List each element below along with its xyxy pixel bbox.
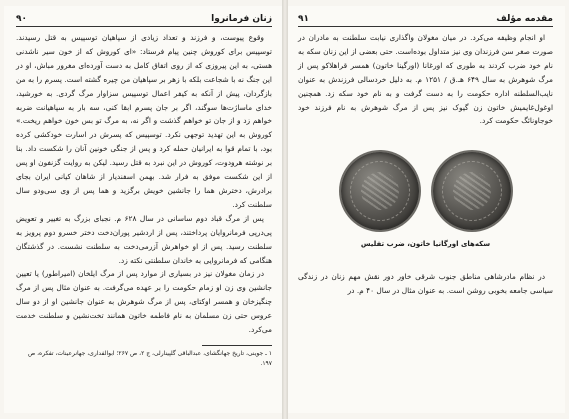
footnote-divider	[202, 345, 272, 346]
page-number: ۹۰	[16, 14, 27, 24]
page-number: ۹۱	[298, 14, 309, 24]
left-page-header	[16, 10, 272, 27]
paragraph: او انجام وظیفه می‌کرد. در میان مغولان واگذاری نیابت سلطنت به مادران در صورت صغر سن فرزندان وی نیز متداول بوده‌است. حتی بعضی از این زنان سکه به نام خود ضرب کردند به طوری که اورغانا (اورگینا خاتون) همسر قراهلاکو پس از مرگ شوهرش به سال ۶۴۹ هـ.ق / ۱۲۵۱ م. به دلیل خردسالی فرزندش به عنوان نایب‌السلطنه اداره حکومت را به دست گرفت و به نام خود سکه زد. همچنین اوغول‌غایمیش خاتون زن گیوک نیز پس از مرگ شوهرش به نام فرزند خود خوجاونائگ حکومت کرد.	[298, 33, 554, 126]
page-title: مقدمه مؤلف	[496, 14, 553, 24]
left-body	[16, 31, 272, 337]
right-body	[298, 31, 553, 128]
right-page-header	[298, 10, 553, 27]
paragraph: پس از مرگ قباد دوم ساسانی در سال ۶۲۸ م. نجبای بزرگ به تغییر و تعویض پی‌درپی فرمانروایان پرداختند، پس از اردشیر پوران‌دخت دختر خسرو دوم پرویز به سلطنت رسید. پس از او خواهرش آزرمی‌دخت به سلطنت نشست. در گذشتگان هنگامی که فرمانروایی به خاندان سلطنتی نکته زد.	[16, 213, 272, 265]
coin-figure	[298, 152, 553, 230]
coin-image	[341, 152, 419, 230]
coin-image	[433, 152, 511, 230]
footnote: ۱ ـ جوینی، تاریخ جهانگشای، عبدالباقی گلپینارلی، ج ۲، ص ۲۶۷؛ ابوالفداری، جهانرعینات، تفکره، ص ۱۹۷.	[27, 349, 272, 367]
paragraph: در نظام مادرشاهی مناطق جنوب شرقی خاور دور نقش مهم زنان در زندگی سیاسی جامعه بخوبی روشن است. به عنوان مثال در سال ۴۰ م. در	[298, 272, 553, 296]
right-page	[288, 6, 565, 413]
right-body-bottom	[298, 270, 553, 298]
figure-caption: سکه‌های اورگانیا خاتون، ضرب تفلیس	[360, 240, 491, 249]
paragraph: وقوع پیوست، و فرزند و تعداد زیادی از سپاهیان توسپیس به قتل رسیدند. توسپیس برای کوروش چنین پیام فرستاد: «ای کوروش که از خون سیر ناشدنی هستی، به این پیروزی که از روی اتفاق کامل به دست آورده‌ای مغرور مباش، او در این جنگ نه با شجاعت بلکه با زهر بر سپاهیان من چیره گشته است. پسرم را به من بازگردان، پیش از آنکه به کیفر اعمال توسپیس سزاوار مرگ گردی. به خورشید، خدای ماساژت‌ها سوگند، اگر بر جان پسرم ابقا کنی، سه بار به سپاهیانت ضربه خواهم زد و از جان تو خواهم گذشت و اگر نه، به مرگ تو بس خون خواهم ریخت.» کوروش به این تهدید توجهی نکرد. توسپیس که پسرش در اسارت خودکشی کرده بود، با تمام قوا به ایرانیان حمله کرد و پس از جنگی خونین آنان را شکست داد. بنا بر نوشته هرودوت، کوروش در این نبرد به قتل رسید. لیکن به روایت گزنفون او پس از این شکست موفق به فرار شد. بهمن اسفندیار از شاهان کیانی ایران بجای برادرش، دخترش هما را جانشین خویش برگزید و هما پس از وی سی‌ودو سال سلطنت کرد.	[16, 33, 272, 209]
paragraph: در زمان مغولان نیز در بسیاری از موارد پس از مرگ ایلخان (امیراطور) یا تعیین جانشین وی زن او زمام حکومت را بر عهده می‌گرفت. به عنوان مثال پس از مرگ چنگیزخان و همسر اوکتای، پس از مرگ شوهرش به عنوان جانشین او از دو سال عروس حتی زن مسلمان به نام فاطمه خاتون همانند تخت‌نشین و سلطنت خدمت می‌کرد.	[16, 269, 272, 335]
page-title: زنان فرمانروا	[211, 14, 272, 24]
left-page	[4, 6, 282, 413]
